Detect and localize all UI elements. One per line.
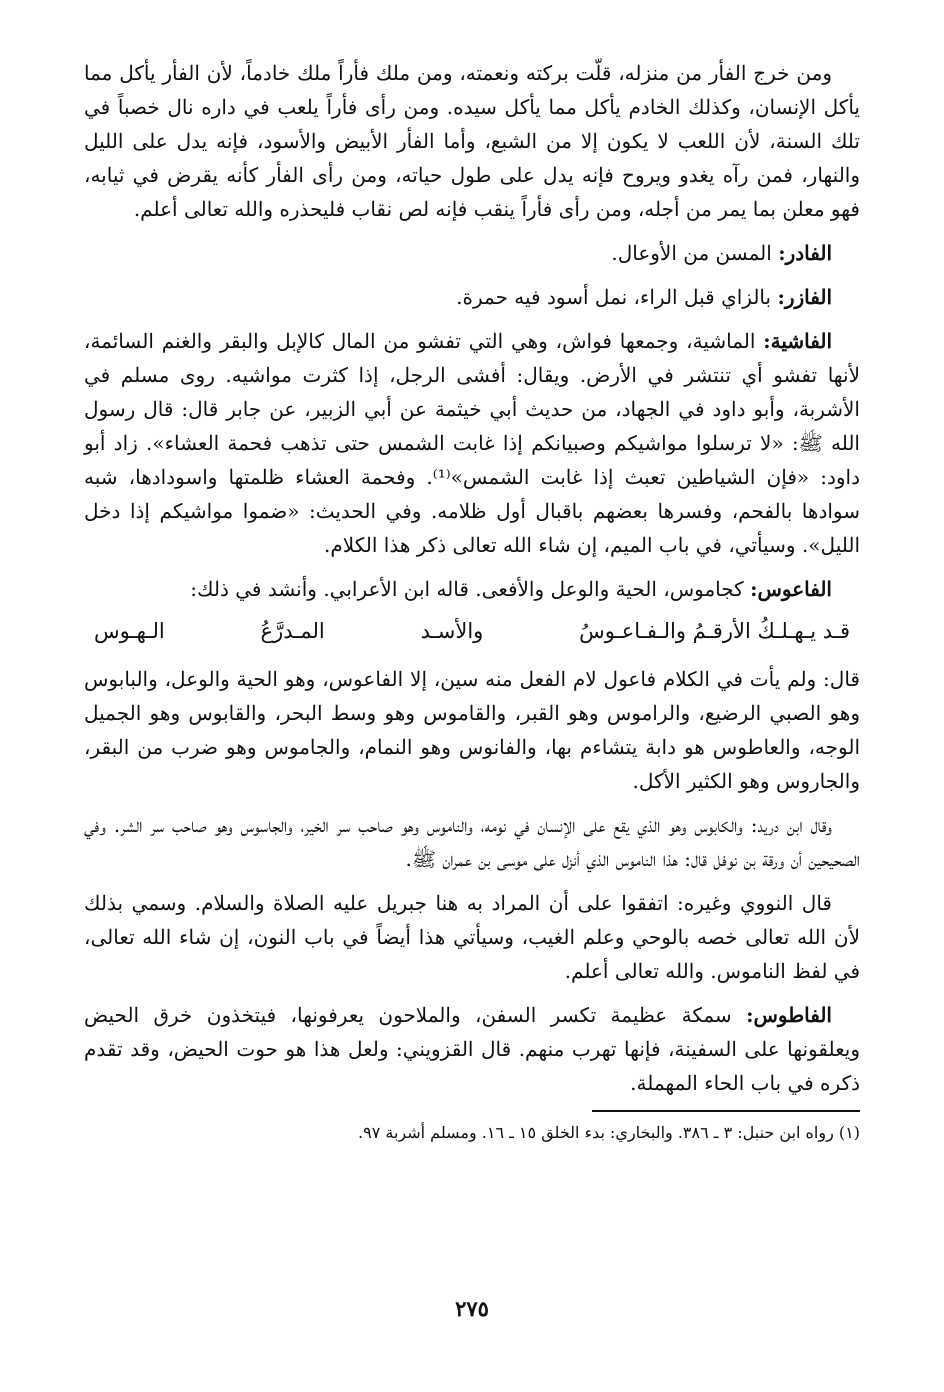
entry-text: كجاموس، الحية والوعل والأفعى. قاله ابن الأعرابي. وأنشد في ذلك: [190, 577, 751, 601]
entry-term: الفادر: [778, 241, 832, 265]
paragraph-mouse [84, 56, 860, 226]
footnote: (١) رواه ابن حنبل: ٣ ـ ٣٨٦. والبخاري: بدء الخلق ١٥ ـ ١٦. ومسلم أشربة ٩٧. [358, 1123, 860, 1142]
entry-alfazir [84, 280, 860, 314]
paragraph-text: وقال ابن دريد: والكابوس وهو الذي يقع على الإنسان في نومه، والناموس وهو صاحب سر الخير، والجاسوس وهو صاحب سر الشر. وفي الصحيحين أن ورقة بن نوفل قال: هذا الناموس الذي أنزل على موسى بن عمران ﷺ. [84, 813, 860, 871]
verse-part: قـد يـهـلـكُ الأرقـمُ والـفـاعـوسُ [579, 619, 850, 643]
paragraph-ibn-durayd [84, 808, 860, 876]
footnote-divider [592, 1110, 860, 1112]
entry-term: الفاشية: [763, 329, 832, 353]
entry-term: الفاطوس: [746, 1003, 832, 1027]
entry-term: الفازر: [777, 285, 832, 309]
entry-text: الماشية، وجمعها فواش، وهي التي تفشو من المال كالإبل والبقر والغنم السائمة، لأنها تفشو أي تنتشر في الأرض. ويقال: أفشى الرجل، إذا كثرت مواشيه. روى مسلم في الأشربة، وأبو داود في الجهاد، من حديث أبي خيثمة عن أبي الزبير، عن جابر قال: قال رسول الله ﷺ: «لا ترسلوا مواشيكم وصبيانكم إذا غابت الشمس حتى تذهب فحمة العشاء». زاد أبو داود: «فإن الشياطين تعبث إذا غابت الشمس»⁽¹⁾. وفحمة العشاء ظلمتها واسودادها، شبه سوادها بالفحم، وفسرها بعضهم باقبال أول ظلامه. وفي الحديث: «ضموا مواشيكم إذا دخل الليل». وسيأتي، في باب الميم، إن شاء الله تعالى ذكر هذا الكلام. [84, 329, 861, 557]
paragraph-text: قال: ولم يأت في الكلام فاعول لام الفعل منه سين، إلا الفاعوس، وهو الحية والوعل، والبابوس وهو الصبي الرضيع، والراموس وهو القبر، والقاموس وهو وسط البحر، والقابوس وهو الجميل الوجه، والعاطوس هو دابة يتشاءم بها، والفانوس وهو النمام، والجاموس وهو ضرب من البقر، والجاروس وهو الكثير الأكل. [84, 667, 860, 793]
poetry-verse [94, 614, 850, 648]
verse-part: الـهـوس [94, 619, 165, 643]
entry-text: سمكة عظيمة تكسر السفن، والملاحون يعرفونها، فيتخذون خرق الحيض ويعلقونها على السفينة، فإنها تهرب منهم. قال القزويني: ولعل هذا هو حوت الحيض، وقد تقدم ذكره في باب الحاء المهملة. [84, 1003, 861, 1095]
paragraph-nawawi [84, 886, 860, 988]
entry-alfaous [84, 572, 860, 606]
page-number: ٢٧٥ [455, 1296, 489, 1321]
entry-term: الفاعوس: [750, 577, 832, 601]
entry-alfatous [84, 998, 860, 1100]
entry-alfadir [84, 236, 860, 270]
paragraph-text: قال النووي وغيره: اتفقوا على أن المراد به هنا جبريل عليه الصلاة والسلام. وسمي بذلك لأن الله تعالى خصه بالوحي وعلم الغيب، وسيأتي هذا أيضاً في باب النون، إن شاء الله تعالى، في لفظ الناموس. والله تعالى أعلم. [84, 891, 860, 983]
paragraph-text: ومن خرج الفأر من منزله، قلّت بركته ونعمته، ومن ملك فأراً ملك خادماً، لأن الفأر يأكل مما يأكل الإنسان، وكذلك الخادم يأكل مما يأكل سيده. ومن رأى فأراً يلعب في داره نال خصباً في تلك السنة، لأن اللعب لا يكون إلا من الشبع، وأما الفأر الأبيض والأسود، فإنه يدل على الليل والنهار، فمن رآه يغدو ويروح فإنه يدل على طول حياته، ومن رأى الفأر كأنه يقرض في ثيابه، فهو معلن بما يمر من أجله، ومن رأى فأراً ينقب فإنه لص نقاب فليحذره والله تعالى أعلم. [84, 61, 860, 221]
paragraph-faoul-pattern [84, 662, 860, 798]
entry-text: بالزاي قبل الراء، نمل أسود فيه حمرة. [456, 285, 778, 309]
entry-alfashiya [84, 324, 860, 562]
entry-text: المسن من الأوعال. [611, 241, 779, 265]
verse-part: المـدرَّعُ [260, 619, 325, 643]
verse-part: والأسـد [420, 619, 484, 643]
